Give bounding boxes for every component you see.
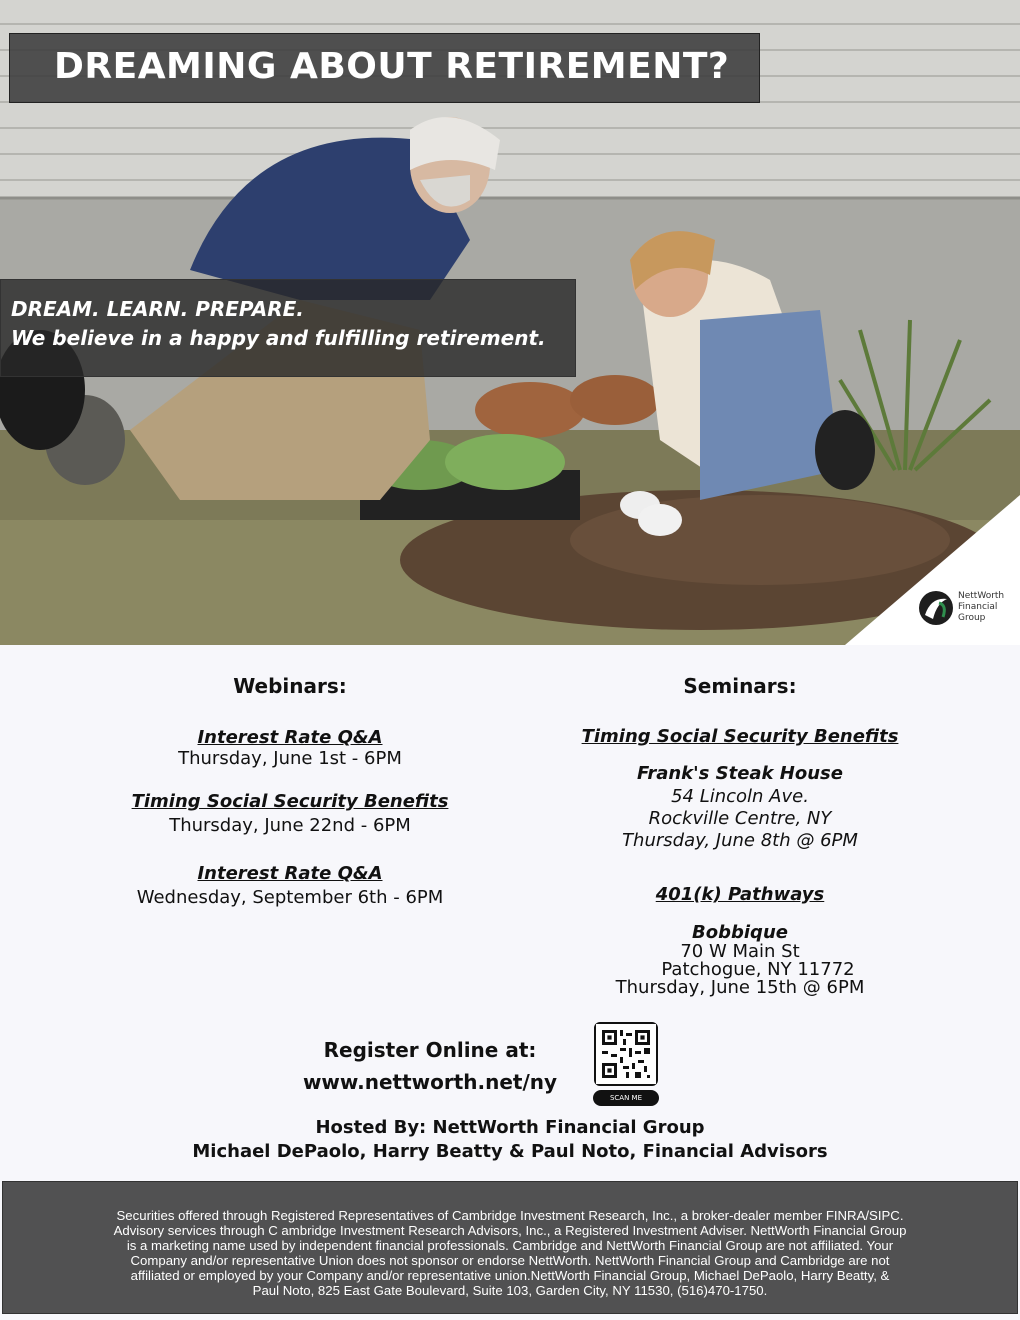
webinar-title: Interest Rate Q&A [197, 727, 383, 748]
tagline-banner [0, 279, 576, 377]
disclaimer-line: Company and/or representative Union does not sponsor or endorse NettWorth. NettWorth Financial Group and Cambridge are not [130, 1253, 890, 1268]
scan-me-badge: SCAN ME [593, 1090, 659, 1106]
disclaimer-line: is a marketing name used by independent financial professionals. Cambridge and NettWorth Financial Group are not affiliated. Your [126, 1238, 894, 1253]
tagline-secondary: We believe in a happy and fulfilling retirement. [11, 326, 546, 350]
tagline-primary: DREAM. LEARN. PREPARE. [11, 297, 304, 321]
webinar-title: Interest Rate Q&A [197, 863, 383, 884]
logo-line: Financial [958, 602, 998, 612]
register-url-link[interactable]: www.nettworth.net/ny [302, 1070, 558, 1094]
disclaimer-line: Advisory services through C ambridge Investment Research Advisors, Inc., a Registered Investment Adviser. NettWorth Financial Group [113, 1223, 907, 1238]
hosted-by: Hosted By: NettWorth Financial Group [315, 1117, 705, 1138]
webinars-heading: Webinars: [233, 674, 347, 698]
qr-code-icon [596, 1024, 656, 1084]
qr-code[interactable] [594, 1022, 658, 1086]
seminar-date: Thursday, June 15th @ 6PM [615, 977, 865, 998]
disclaimer-line: affiliated or employed by your Company and/or representative union.NettWorth Financial Group, Michael DePaolo, Harry Beatty, & [130, 1268, 890, 1283]
seminar-address: 54 Lincoln Ave. [671, 786, 809, 807]
seminar-title: 401(k) Pathways [655, 884, 825, 905]
register-label: Register Online at: [323, 1038, 537, 1062]
logo-line: NettWorth [958, 591, 1005, 601]
seminar-title: Timing Social Security Benefits [581, 726, 899, 747]
webinar-title: Timing Social Security Benefits [131, 791, 449, 812]
logo-wordmark [958, 591, 1004, 624]
page-title: DREAMING ABOUT RETIREMENT? [54, 46, 730, 87]
advisors-line: Michael DePaolo, Harry Beatty & Paul Noto, Financial Advisors [192, 1141, 828, 1162]
disclaimer-line: Securities offered through Registered Representatives of Cambridge Investment Research, Inc., a broker-dealer member FINRA/SIPC. [116, 1208, 904, 1223]
seminar-venue: Bobbique [692, 922, 788, 943]
seminar-date: Thursday, June 8th @ 6PM [622, 830, 858, 851]
webinar-date: Wednesday, September 6th - 6PM [136, 887, 444, 908]
disclaimer-line: Paul Noto, 825 East Gate Boulevard, Suite 103, Garden City, NY 11530, (516)470-1750. [252, 1283, 768, 1298]
logo-line: Group [958, 613, 986, 623]
webinar-date: Thursday, June 22nd - 6PM [169, 815, 411, 836]
webinar-date: Thursday, June 1st - 6PM [178, 748, 402, 769]
seminar-city: Patchogue, NY 11772 [661, 959, 855, 980]
seminar-city: Rockville Centre, NY [648, 808, 832, 829]
seminar-address: 70 W Main St [680, 941, 800, 962]
nettworth-logo-icon [917, 589, 955, 627]
hero-photo [0, 0, 1020, 645]
title-banner [9, 33, 760, 103]
disclaimer-box [2, 1181, 1018, 1314]
seminar-venue: Frank's Steak House [637, 763, 843, 784]
seminars-heading: Seminars: [683, 674, 797, 698]
